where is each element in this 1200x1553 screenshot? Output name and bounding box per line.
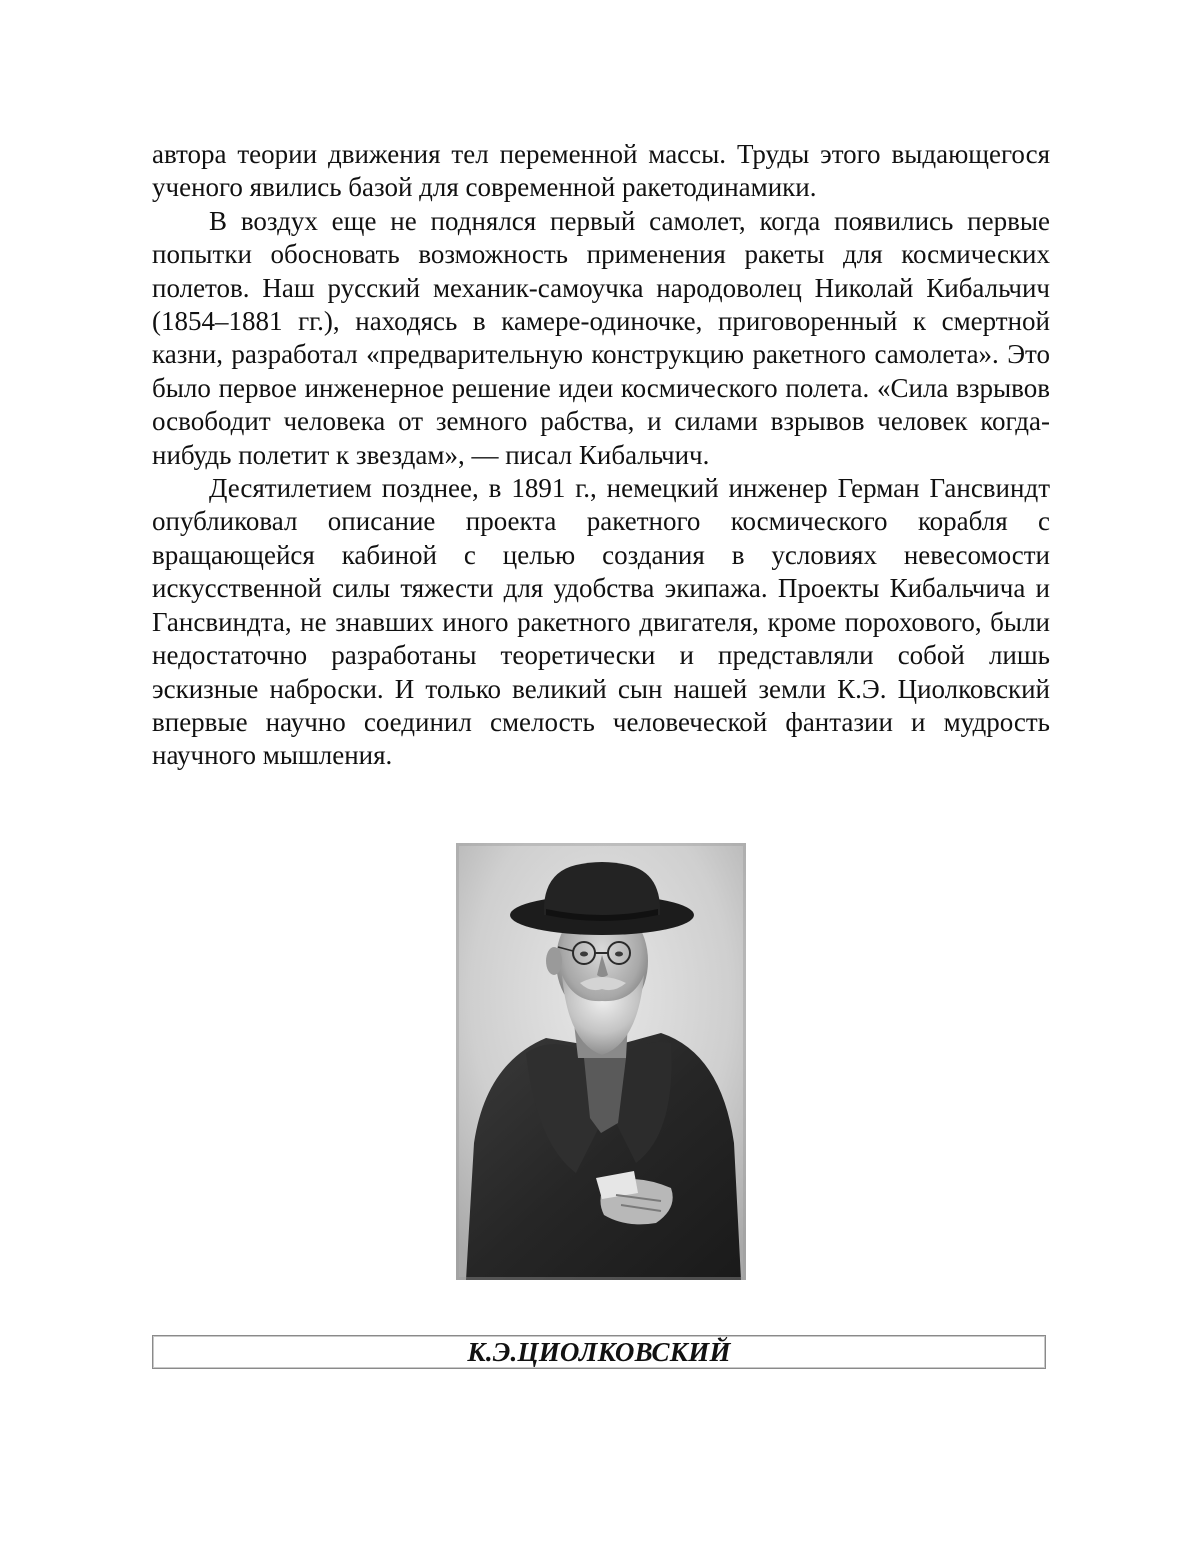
figure-caption: К.Э.ЦИОЛКОВСКИЙ xyxy=(467,1337,731,1367)
portrait-photo-icon xyxy=(456,843,746,1280)
figure-caption-box xyxy=(152,1335,1046,1369)
paragraph-1: автора теории движения тел переменной массы. Труды этого выдающегося ученого явились базой для современной ракетодинамики. xyxy=(152,139,1050,203)
paragraph-2: В воздух еще не поднялся первый самолет, когда появились первые попытки обосновать возможность применения ракеты для космических полетов. Наш русский механик-самоучка народоволец Николай Кибальчич (1854–1881 гг.), находясь в камере-одиночке, приговоренный к смертной казни, разработал «предварительную конструкцию ракетного самолета». Это было первое инженерное решение идеи космического полета. «Сила взрывов освободит человека от земного рабства, и силами взрывов человек когда-нибудь полетит к звездам», — писал Кибальчич. xyxy=(152,205,1050,470)
paragraph-3: Десятилетием позднее, в 1891 г., немецкий инженер Герман Гансвиндт опубликовал описание проекта ракетного космического корабля с вращающейся кабиной с целью создания в условиях невесомости искусственной силы тяжести для удобства экипажа. Проекты Кибальчича и Гансвиндта, не знавших иного ракетного двигателя, кроме порохового, были недостаточно разработаны теоретически и представляли собой лишь эскизные наброски. И только великий сын нашей земли К.Э. Циолковский впервые научно соединил смелость человеческой фантазии и мудрость научного мышления. xyxy=(152,473,1050,771)
body-text xyxy=(152,138,1050,773)
portrait-photo xyxy=(456,843,746,1280)
